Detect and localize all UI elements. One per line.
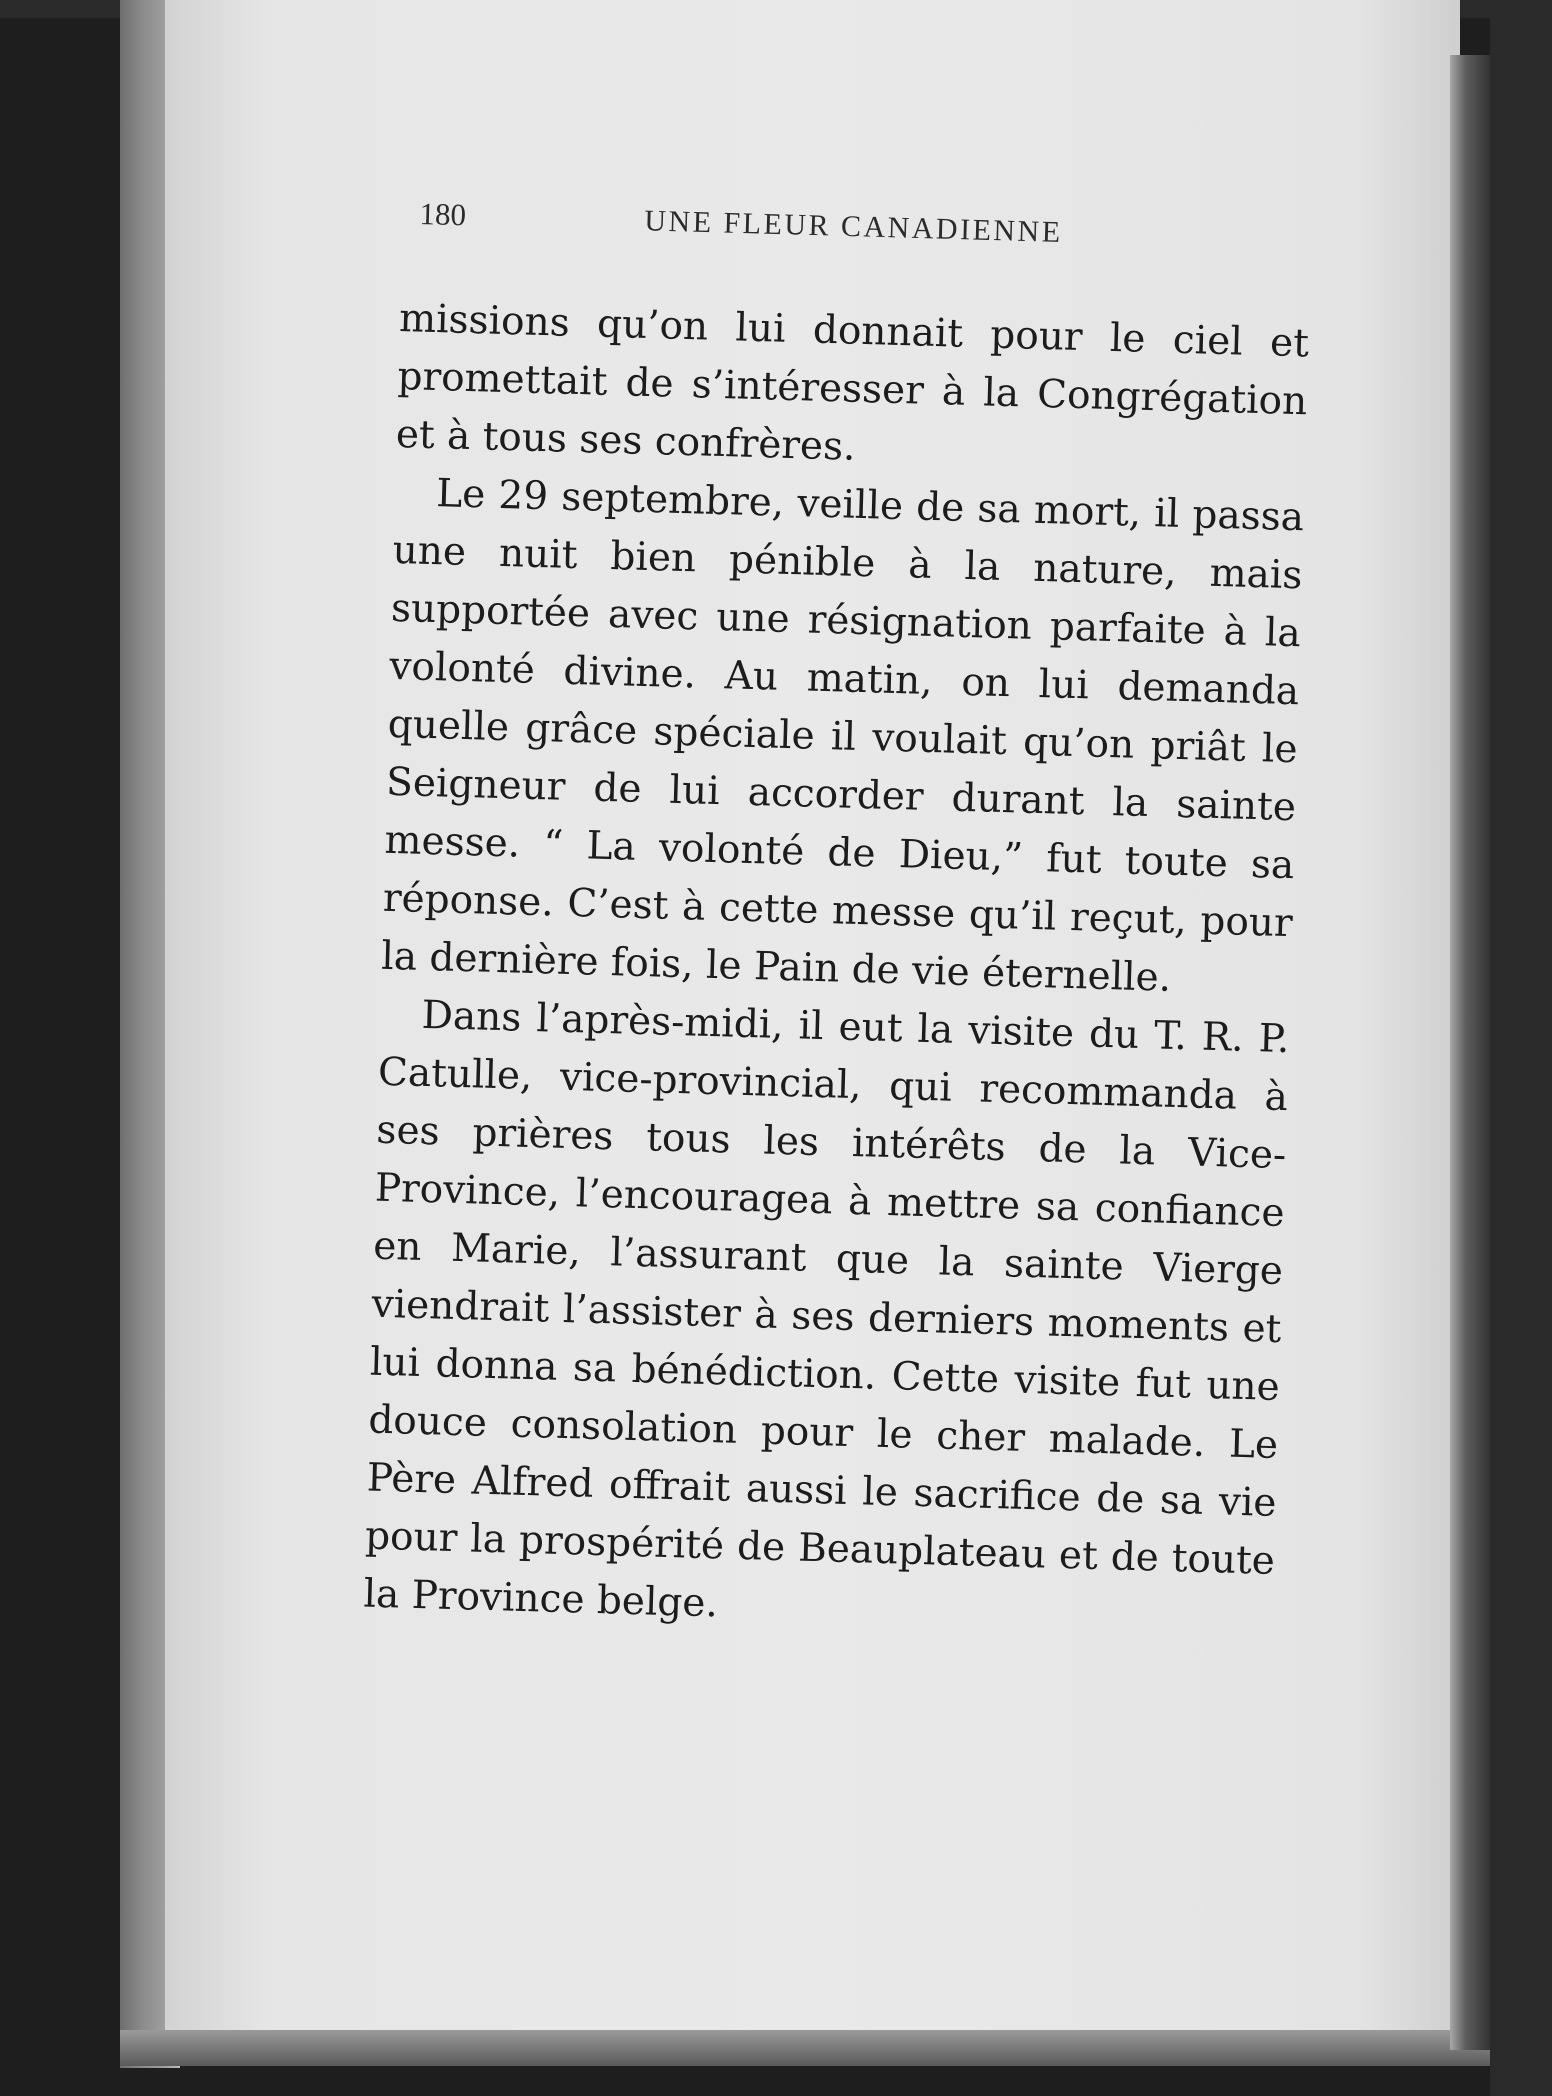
running-title: UNE FLEUR CANADIENNE xyxy=(643,204,1064,249)
page-bottom-edge xyxy=(120,2030,1540,2066)
paragraph: Dans l’après-midi, il eut la visite du T. R. P. Catulle, vice-provincial, qui recommanda à ses prières tous les intérêts de la Vice-Province, l’encouragea à mettre sa confiance en Marie, l’assurant que la sainte Vierge viendrait l’assister à ses derniers moments et lui donna sa bénédiction. Cette visite fut une douce consolation pour le cher malade. Le Père Alfred offrait aussi le sacrifice de sa vie pour la prospérité de Beauplateau et de toute la Province belge. xyxy=(362,992,1291,1627)
book-fore-edge xyxy=(1450,55,1490,2050)
paragraph: Le 29 septembre, veille de sa mort, il passa une nuit bien pénible à la nature, mais supportée avec une résignation parfaite à la volonté divine. Au matin, on lui demanda quelle grâce spéciale il voulait qu’on priât le Seigneur de lui accorder durant la sainte messe. “ La volonté de Dieu,” fut toute sa réponse. C’est à cette messe qu’il reçut, pour la dernière fois, le Pain de vie éternelle. xyxy=(380,471,1305,1001)
scan-right-border xyxy=(1490,0,1552,2096)
paragraph: missions qu’on lui donnait pour le ciel et promettait de s’intéresser à la Congrégation et à tous ses confrères. xyxy=(395,295,1310,470)
page-number: 180 xyxy=(419,196,467,233)
body-text xyxy=(363,290,1310,1649)
